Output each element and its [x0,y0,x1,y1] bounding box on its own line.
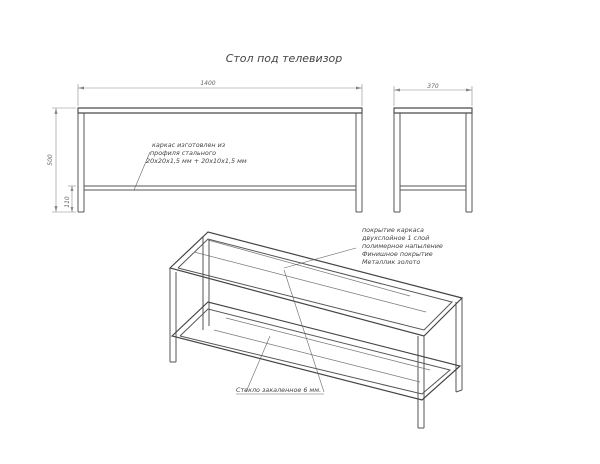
svg-text:полимерное напыление: полимерное напыление [362,242,443,250]
svg-text:1400: 1400 [200,80,216,87]
width-dimension [78,80,362,106]
svg-text:370: 370 [427,83,439,90]
svg-text:500: 500 [47,154,54,166]
svg-text:20х20х1,5 мм + 20х10х1,5 мм: 20х20х1,5 мм + 20х10х1,5 мм [146,157,247,165]
svg-text:Стекло закаленное 6 мм.: Стекло закаленное 6 мм. [236,386,322,394]
shelf-height-dimension [64,186,76,212]
svg-text:Металлик золото: Металлик золото [362,258,421,266]
height-dimension [47,108,76,212]
coating-note [284,226,443,268]
svg-text:покрытие каркаса: покрытие каркаса [362,226,424,234]
drawing-title: Стол под телевизор [225,52,343,65]
svg-text:профиля стального: профиля стального [150,149,217,157]
svg-text:Финишное покрытие: Финишное покрытие [362,250,433,258]
svg-text:двухслойное 1 слой: двухслойное 1 слой [362,234,430,242]
frame-note [134,141,247,190]
depth-dimension [394,83,472,106]
side-view [394,108,472,212]
svg-text:каркас изготовлен из: каркас изготовлен из [152,141,226,149]
svg-text:110: 110 [64,196,71,208]
